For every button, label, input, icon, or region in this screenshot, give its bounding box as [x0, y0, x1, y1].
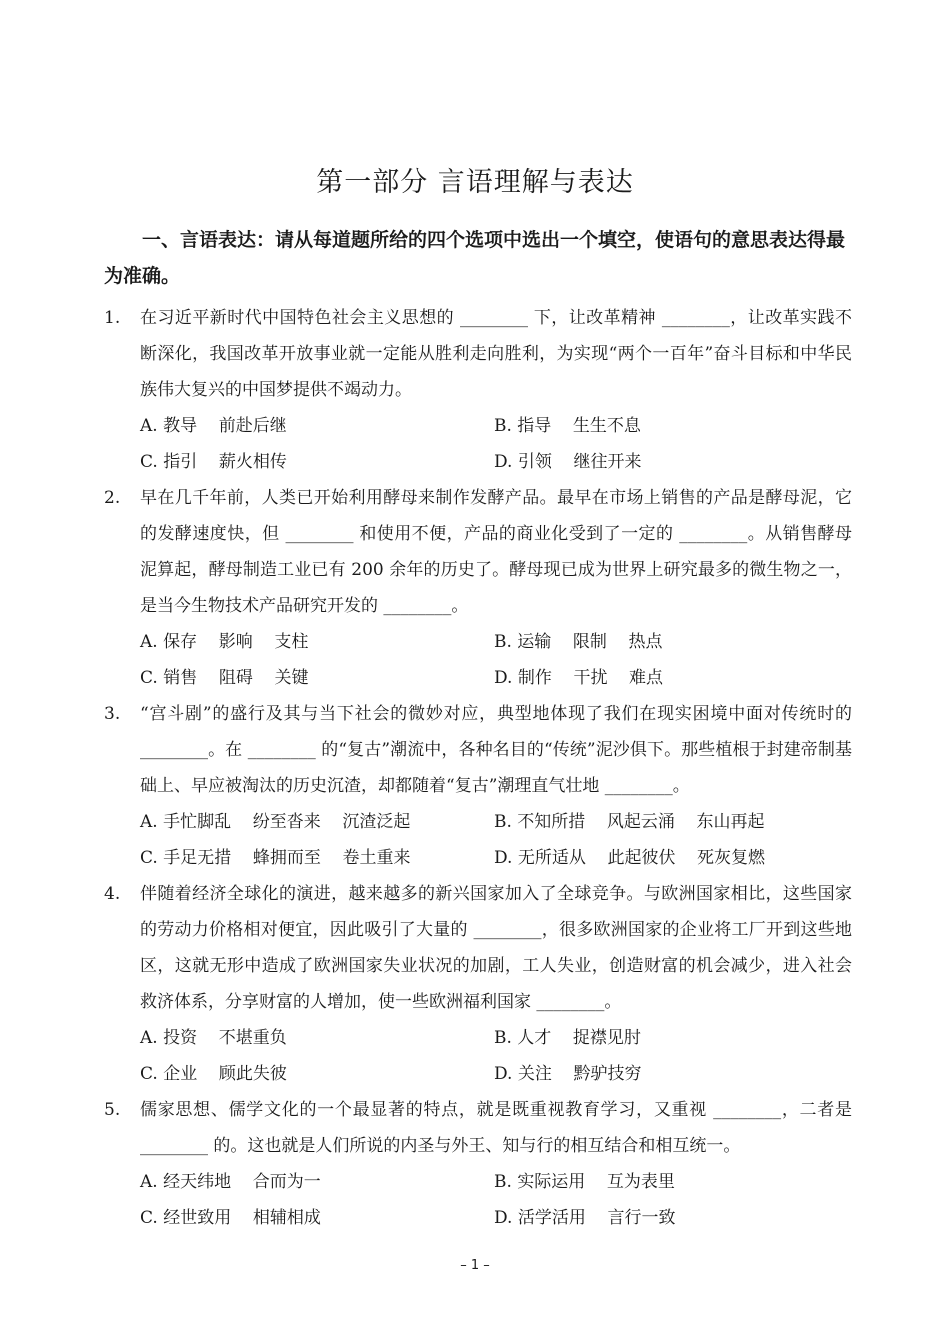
question-list	[104, 300, 852, 1236]
question-2	[104, 480, 852, 696]
option-list	[140, 624, 852, 696]
question-text: “宫斗剧”的盛行及其与当下社会的微妙对应，典型地体现了我们在现实困境中面对传统时的 ________。在 ________ 的“复古”潮流中，各种名目的“传统”泥沙俱下。那些植根于封建帝制基础上、早应被淘汰的历史沉渣，却都随着“复古”潮理直气壮地 ________。	[140, 704, 852, 796]
option-list	[140, 1164, 852, 1236]
option-list	[140, 804, 852, 876]
section-title: 第一部分 言语理解与表达	[316, 167, 634, 198]
option-b: B. 指导 生生不息	[494, 416, 641, 436]
question-number: 3.	[104, 704, 121, 724]
question-text: 在习近平新时代中国特色社会主义思想的 ________ 下，让改革精神 ________，让改革实践不断深化，我国改革开放事业就一定能从胜利走向胜利，为实现“两个一百年”奋斗目标和中华民族伟大复兴的中国梦提供不竭动力。	[140, 308, 852, 400]
option-a: A. 经天纬地 合而为一	[140, 1172, 321, 1192]
option-d: D. 引领 继往开来	[494, 452, 642, 472]
option-b: B. 运输 限制 热点	[494, 632, 663, 652]
question-1	[104, 300, 852, 480]
question-4	[104, 876, 852, 1092]
option-list	[140, 408, 852, 480]
option-d: D. 活学活用 言行一致	[494, 1208, 676, 1228]
option-d: D. 制作 干扰 难点	[494, 668, 664, 688]
question-text: 伴随着经济全球化的演进，越来越多的新兴国家加入了全球竞争。与欧洲国家相比，这些国家的劳动力价格相对便宜，因此吸引了大量的 ________，很多欧洲国家的企业将工厂开到这些地区，这就无形中造成了欧洲国家失业状况的加剧，工人失业，创造财富的机会减少，进入社会救济体系，分享财富的人增加，使一些欧洲福利国家 ________。	[140, 884, 852, 1012]
option-a: A. 教导 前赴后继	[140, 416, 287, 436]
option-c: C. 经世致用 相辅相成	[140, 1208, 321, 1228]
instruction-text: 一、言语表达：请从每道题所给的四个选项中选出一个填空，使语句的意思表达得最为准确。	[104, 229, 846, 287]
option-a: A. 投资 不堪重负	[140, 1028, 287, 1048]
question-number: 2.	[104, 488, 121, 508]
option-b: B. 人才 捉襟见肘	[494, 1028, 641, 1048]
option-c: C. 指引 薪火相传	[140, 452, 287, 472]
option-a: A. 保存 影响 支柱	[140, 632, 309, 652]
option-c: C. 销售 阻碍 关键	[140, 668, 309, 688]
question-text: 儒家思想、儒学文化的一个最显著的特点，就是既重视教育学习，又重视 ________，二者是 ________ 的。这也就是人们所说的内圣与外王、知与行的相互结合和相互统一。	[140, 1100, 852, 1156]
option-c: C. 企业 顾此失彼	[140, 1064, 287, 1084]
question-3	[104, 696, 852, 876]
option-d: D. 无所适从 此起彼伏 死灰复燃	[494, 848, 766, 868]
question-5	[104, 1092, 852, 1236]
question-number: 5.	[104, 1100, 121, 1120]
question-text: 早在几千年前，人类已开始利用酵母来制作发酵产品。最早在市场上销售的产品是酵母泥，它的发酵速度快，但 ________ 和使用不便，产品的商业化受到了一定的 ________。从销售酵母泥算起，酵母制造工业已有 200 余年的历史了。酵母现已成为世界上研究最多的微生物之一，是当今生物技术产品研究开发的 ________。	[140, 488, 852, 616]
question-number: 1.	[104, 308, 121, 328]
page-number: – 1 –	[460, 1258, 490, 1273]
option-a: A. 手忙脚乱 纷至沓来 沉渣泛起	[140, 812, 411, 832]
option-list	[140, 1020, 852, 1092]
option-c: C. 手足无措 蜂拥而至 卷土重来	[140, 848, 411, 868]
option-b: B. 实际运用 互为表里	[494, 1172, 675, 1192]
question-number: 4.	[104, 884, 121, 904]
option-b: B. 不知所措 风起云涌 东山再起	[494, 812, 765, 832]
option-d: D. 关注 黔驴技穷	[494, 1064, 642, 1084]
